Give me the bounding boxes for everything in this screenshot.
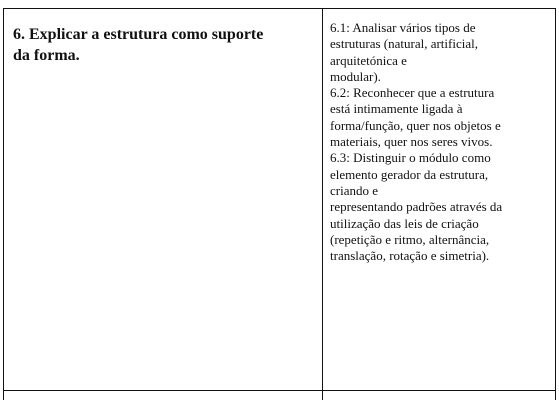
descriptor-line: elemento gerador da estrutura, <box>330 166 489 182</box>
descriptor-line: criando e <box>330 182 379 198</box>
descriptor-line: (repetição e ritmo, alternância, <box>330 231 490 247</box>
descriptor-line: arquitetónica e <box>330 52 407 68</box>
objective-title-line-1: 6. Explicar a estrutura como suporte <box>13 26 264 43</box>
descriptor-line: utilização das leis de criação <box>330 215 479 231</box>
column-divider <box>322 9 323 400</box>
row-divider <box>4 390 555 391</box>
descriptor-line: está intimamente ligada à <box>330 101 463 117</box>
descriptor-line: translação, rotação e simetria). <box>330 248 490 264</box>
descriptor-line: forma/função, quer nos objetos e <box>330 117 501 133</box>
descriptor-line: materiais, quer nos seres vivos. <box>330 134 493 150</box>
descriptor-line: 6.2: Reconhecer que a estrutura <box>330 85 495 101</box>
objective-title-line-2: da forma. <box>13 47 80 64</box>
descriptors-cell <box>330 20 554 264</box>
objectives-table <box>3 8 556 400</box>
descriptor-line: representando padrões através da <box>330 199 503 215</box>
descriptor-line: estruturas (natural, artificial, <box>330 36 478 52</box>
objective-cell <box>13 24 313 66</box>
descriptor-line: 6.1: Analisar vários tipos de <box>330 20 476 35</box>
descriptor-line: 6.3: Distinguir o módulo como <box>330 150 491 166</box>
descriptor-line: modular). <box>330 68 381 84</box>
